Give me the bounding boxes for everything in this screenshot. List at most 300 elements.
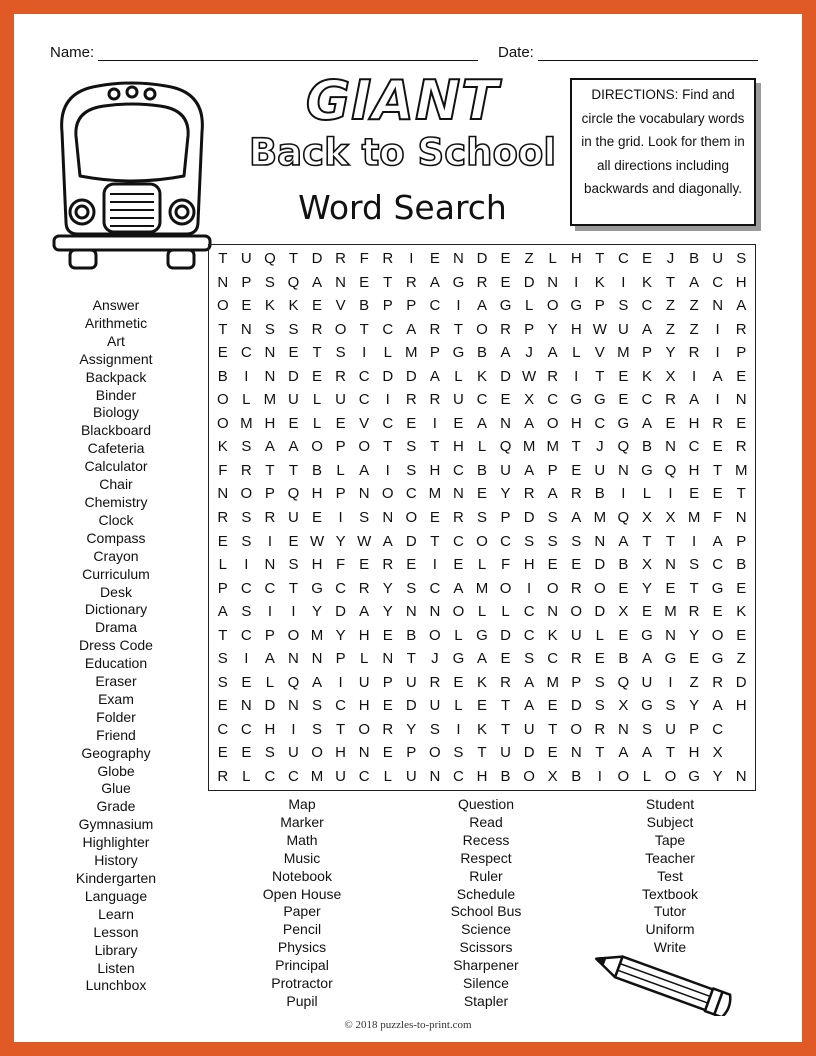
grid-letter[interactable]: S — [406, 579, 417, 597]
grid-letter[interactable]: H — [358, 697, 370, 715]
grid-letter[interactable]: K — [264, 297, 275, 315]
grid-letter[interactable]: R — [476, 273, 488, 291]
grid-letter[interactable]: N — [217, 485, 229, 503]
grid-letter[interactable]: R — [335, 250, 347, 268]
grid-letter[interactable]: O — [499, 579, 512, 597]
grid-letter[interactable]: O — [381, 485, 394, 503]
grid-letter[interactable]: O — [570, 603, 583, 621]
grid-letter[interactable]: D — [523, 273, 535, 291]
grid-letter[interactable]: K — [594, 273, 605, 291]
grid-letter[interactable]: S — [241, 532, 252, 550]
grid-letter[interactable]: D — [405, 697, 417, 715]
grid-letter[interactable]: T — [665, 532, 676, 550]
grid-letter[interactable]: H — [735, 697, 747, 715]
grid-letter[interactable]: B — [312, 461, 323, 479]
grid-letter[interactable]: S — [288, 556, 299, 574]
grid-letter[interactable]: T — [336, 720, 346, 738]
grid-letter[interactable]: R — [382, 556, 394, 574]
grid-letter[interactable]: N — [382, 650, 394, 668]
grid-letter[interactable]: K — [641, 273, 652, 291]
grid-letter[interactable]: T — [642, 532, 652, 550]
grid-letter[interactable]: E — [500, 650, 511, 668]
grid-letter[interactable]: O — [546, 579, 559, 597]
grid-letter[interactable]: G — [452, 344, 465, 362]
grid-letter[interactable]: E — [217, 532, 228, 550]
grid-letter[interactable]: I — [432, 556, 437, 574]
grid-letter[interactable]: L — [265, 673, 275, 691]
grid-letter[interactable]: C — [617, 250, 629, 268]
grid-letter[interactable]: C — [547, 650, 559, 668]
grid-letter[interactable]: A — [524, 673, 535, 691]
grid-letter[interactable]: D — [500, 626, 511, 644]
grid-letter[interactable]: M — [310, 767, 324, 785]
grid-letter[interactable]: Y — [335, 626, 346, 644]
grid-letter[interactable]: O — [429, 626, 441, 644]
grid-letter[interactable]: O — [429, 744, 441, 762]
grid-letter[interactable]: C — [382, 320, 394, 338]
grid-letter[interactable]: G — [641, 626, 653, 644]
grid-letter[interactable]: I — [244, 367, 249, 385]
grid-letter[interactable]: O — [452, 603, 465, 621]
grid-letter[interactable]: A — [406, 320, 417, 338]
grid-letter[interactable]: Y — [547, 320, 558, 338]
grid-letter[interactable]: E — [429, 508, 440, 526]
grid-letter[interactable]: A — [312, 673, 323, 691]
grid-letter[interactable]: E — [712, 603, 723, 621]
grid-letter[interactable]: E — [736, 626, 747, 644]
grid-letter[interactable]: E — [594, 650, 605, 668]
grid-letter[interactable]: B — [406, 626, 417, 644]
grid-letter[interactable]: E — [547, 697, 558, 715]
grid-letter[interactable]: M — [475, 579, 489, 597]
grid-letter[interactable]: T — [571, 438, 581, 456]
grid-letter[interactable]: T — [218, 320, 228, 338]
grid-letter[interactable]: S — [264, 273, 275, 291]
grid-letter[interactable]: U — [523, 720, 535, 738]
grid-letter[interactable]: E — [453, 414, 464, 432]
grid-letter[interactable]: N — [405, 603, 417, 621]
grid-letter[interactable]: P — [264, 485, 275, 503]
grid-letter[interactable]: P — [406, 744, 417, 762]
grid-letter[interactable]: A — [359, 461, 370, 479]
grid-letter[interactable]: Z — [665, 320, 676, 338]
grid-letter[interactable]: S — [571, 532, 582, 550]
grid-letter[interactable]: R — [429, 391, 441, 409]
grid-letter[interactable]: Y — [406, 720, 417, 738]
grid-letter[interactable]: D — [476, 250, 488, 268]
grid-letter[interactable]: T — [595, 250, 605, 268]
grid-letter[interactable]: L — [642, 767, 652, 785]
grid-letter[interactable]: A — [429, 367, 440, 385]
grid-letter[interactable]: J — [666, 250, 675, 268]
grid-letter[interactable]: L — [242, 767, 251, 785]
grid-letter[interactable]: U — [240, 250, 252, 268]
grid-letter[interactable]: H — [570, 320, 582, 338]
grid-letter[interactable]: X — [665, 367, 676, 385]
grid-letter[interactable]: T — [265, 461, 275, 479]
grid-letter[interactable]: B — [689, 250, 700, 268]
grid-letter[interactable]: E — [736, 367, 747, 385]
grid-letter[interactable]: E — [288, 344, 299, 362]
grid-letter[interactable]: E — [217, 697, 228, 715]
grid-letter[interactable]: Y — [500, 485, 511, 503]
grid-letter[interactable]: R — [735, 438, 747, 456]
grid-letter[interactable] — [729, 717, 753, 741]
grid-letter[interactable]: R — [712, 414, 724, 432]
grid-letter[interactable]: R — [311, 320, 323, 338]
grid-letter[interactable]: O — [216, 297, 229, 315]
grid-letter[interactable]: M — [617, 344, 630, 362]
grid-letter[interactable]: C — [476, 391, 488, 409]
grid-letter[interactable]: E — [241, 673, 252, 691]
grid-letter[interactable]: H — [358, 626, 370, 644]
grid-letter[interactable]: K — [476, 367, 487, 385]
grid-letter[interactable]: T — [453, 320, 463, 338]
grid-letter[interactable]: P — [217, 579, 228, 597]
grid-letter[interactable]: C — [240, 579, 252, 597]
grid-letter[interactable]: S — [264, 320, 275, 338]
grid-letter[interactable]: V — [594, 344, 605, 362]
grid-letter[interactable]: G — [641, 697, 653, 715]
letter-grid[interactable] — [208, 244, 756, 791]
grid-letter[interactable]: N — [735, 767, 747, 785]
grid-letter[interactable]: M — [522, 438, 536, 456]
grid-letter[interactable]: E — [571, 461, 582, 479]
grid-letter[interactable]: G — [499, 297, 512, 315]
grid-letter[interactable]: A — [712, 367, 723, 385]
grid-letter[interactable]: C — [429, 297, 441, 315]
grid-letter[interactable]: C — [500, 532, 511, 550]
grid-letter[interactable]: P — [594, 297, 605, 315]
grid-letter[interactable]: C — [712, 273, 724, 291]
grid-letter[interactable]: G — [452, 273, 465, 291]
grid-letter[interactable]: N — [264, 367, 276, 385]
grid-letter[interactable]: N — [311, 650, 323, 668]
grid-letter[interactable]: L — [218, 556, 227, 574]
grid-letter[interactable]: A — [618, 744, 629, 762]
grid-letter[interactable]: C — [523, 603, 535, 621]
grid-letter[interactable]: S — [241, 438, 252, 456]
grid-letter[interactable]: L — [524, 297, 534, 315]
grid-letter[interactable]: H — [476, 767, 488, 785]
grid-letter[interactable]: M — [546, 673, 559, 691]
grid-letter[interactable]: I — [338, 673, 343, 691]
grid-letter[interactable]: Y — [689, 697, 700, 715]
grid-letter[interactable]: S — [736, 250, 747, 268]
grid-letter[interactable]: O — [358, 438, 370, 456]
grid-letter[interactable]: C — [405, 485, 417, 503]
grid-letter[interactable]: M — [546, 438, 559, 456]
grid-letter[interactable]: G — [664, 650, 677, 668]
grid-letter[interactable]: A — [288, 438, 299, 456]
grid-letter[interactable]: S — [641, 720, 652, 738]
grid-letter[interactable]: E — [689, 650, 700, 668]
grid-letter[interactable]: T — [500, 720, 511, 738]
grid-letter[interactable]: U — [500, 744, 511, 762]
grid-letter[interactable]: L — [642, 485, 652, 503]
grid-letter[interactable]: W — [357, 532, 372, 550]
grid-letter[interactable]: T — [383, 273, 393, 291]
grid-letter[interactable]: R — [688, 603, 700, 621]
grid-letter[interactable]: I — [715, 391, 720, 409]
grid-letter[interactable]: Q — [287, 673, 300, 691]
grid-letter[interactable]: I — [267, 532, 272, 550]
grid-letter[interactable]: S — [665, 697, 676, 715]
grid-letter[interactable]: T — [288, 250, 299, 268]
grid-letter[interactable]: L — [454, 697, 463, 715]
grid-letter[interactable]: Y — [665, 344, 676, 362]
grid-letter[interactable]: X — [641, 556, 652, 574]
grid-letter[interactable]: U — [405, 673, 417, 691]
grid-letter[interactable]: S — [217, 673, 228, 691]
grid-letter[interactable]: D — [570, 697, 582, 715]
grid-letter[interactable]: E — [500, 273, 511, 291]
grid-letter[interactable]: D — [523, 744, 535, 762]
grid-letter[interactable]: M — [263, 391, 277, 409]
grid-letter[interactable]: J — [431, 650, 439, 668]
grid-letter[interactable]: Q — [617, 673, 630, 691]
grid-letter[interactable]: I — [715, 320, 720, 338]
grid-letter[interactable]: E — [736, 579, 747, 597]
grid-letter[interactable]: I — [574, 273, 579, 291]
grid-letter[interactable]: G — [711, 579, 724, 597]
grid-letter[interactable]: L — [336, 461, 345, 479]
grid-letter[interactable]: I — [527, 579, 532, 597]
grid-letter[interactable]: I — [244, 556, 249, 574]
grid-letter[interactable]: U — [594, 461, 606, 479]
grid-letter[interactable]: W — [309, 532, 325, 550]
grid-letter[interactable]: J — [525, 344, 533, 362]
grid-letter[interactable]: C — [240, 626, 252, 644]
grid-letter[interactable]: U — [358, 673, 370, 691]
grid-letter[interactable]: D — [500, 367, 511, 385]
grid-letter[interactable]: R — [264, 508, 276, 526]
grid-letter[interactable]: S — [335, 344, 346, 362]
grid-letter[interactable]: H — [453, 438, 464, 456]
grid-letter[interactable]: A — [453, 579, 464, 597]
grid-letter[interactable]: C — [429, 579, 441, 597]
grid-letter[interactable]: A — [524, 697, 535, 715]
grid-letter[interactable]: A — [264, 650, 275, 668]
grid-letter[interactable]: A — [547, 485, 558, 503]
grid-letter[interactable]: Q — [287, 273, 300, 291]
grid-letter[interactable]: L — [477, 438, 487, 456]
grid-letter[interactable]: C — [712, 720, 724, 738]
grid-letter[interactable]: B — [618, 650, 629, 668]
grid-letter[interactable]: L — [548, 250, 557, 268]
grid-letter[interactable]: A — [618, 532, 629, 550]
grid-letter[interactable]: T — [288, 461, 299, 479]
grid-letter[interactable]: C — [523, 626, 535, 644]
grid-letter[interactable]: C — [335, 579, 347, 597]
grid-letter[interactable]: E — [618, 367, 629, 385]
grid-letter[interactable]: E — [217, 344, 228, 362]
grid-letter[interactable]: T — [288, 579, 299, 597]
grid-letter[interactable]: R — [405, 391, 417, 409]
grid-letter[interactable]: O — [570, 720, 583, 738]
grid-letter[interactable]: N — [735, 508, 747, 526]
grid-letter[interactable]: S — [359, 508, 370, 526]
grid-letter[interactable]: P — [406, 297, 417, 315]
grid-letter[interactable]: A — [500, 344, 511, 362]
grid-letter[interactable]: T — [383, 438, 393, 456]
grid-letter[interactable]: D — [405, 367, 417, 385]
grid-letter[interactable]: Y — [382, 603, 393, 621]
grid-letter[interactable]: N — [240, 320, 252, 338]
grid-letter[interactable]: R — [570, 579, 582, 597]
grid-letter[interactable]: N — [665, 556, 676, 574]
grid-letter[interactable]: L — [360, 650, 369, 668]
grid-letter[interactable]: N — [335, 273, 347, 291]
grid-letter[interactable]: O — [334, 320, 347, 338]
grid-letter[interactable]: I — [621, 273, 626, 291]
grid-letter[interactable]: C — [240, 344, 252, 362]
grid-letter[interactable]: E — [382, 697, 393, 715]
grid-letter[interactable]: O — [476, 532, 488, 550]
grid-letter[interactable]: N — [547, 273, 559, 291]
grid-letter[interactable]: E — [665, 579, 676, 597]
grid-letter[interactable]: E — [476, 485, 487, 503]
grid-letter[interactable]: C — [217, 720, 229, 738]
grid-letter[interactable]: U — [712, 250, 724, 268]
grid-letter[interactable]: U — [665, 720, 676, 738]
grid-letter[interactable]: P — [500, 508, 511, 526]
grid-letter[interactable]: G — [570, 297, 583, 315]
grid-letter[interactable]: N — [429, 767, 441, 785]
grid-letter[interactable]: U — [405, 767, 417, 785]
grid-letter[interactable]: C — [453, 532, 464, 550]
grid-letter[interactable]: E — [288, 414, 299, 432]
grid-letter[interactable]: H — [735, 273, 747, 291]
grid-letter[interactable]: M — [240, 414, 253, 432]
grid-letter[interactable]: H — [570, 414, 582, 432]
grid-letter[interactable]: D — [335, 603, 347, 621]
grid-letter[interactable]: N — [570, 744, 582, 762]
grid-letter[interactable]: C — [641, 391, 653, 409]
grid-letter[interactable]: H — [570, 250, 582, 268]
grid-letter[interactable]: R — [453, 508, 464, 526]
grid-letter[interactable]: G — [617, 414, 630, 432]
grid-letter[interactable]: G — [711, 650, 724, 668]
grid-letter[interactable]: P — [241, 273, 252, 291]
grid-letter[interactable]: S — [547, 508, 558, 526]
grid-letter[interactable]: H — [311, 485, 323, 503]
grid-letter[interactable]: I — [691, 367, 697, 385]
grid-letter[interactable]: I — [456, 297, 461, 315]
grid-letter[interactable]: X — [712, 744, 723, 762]
grid-letter[interactable]: S — [453, 744, 464, 762]
grid-letter[interactable]: C — [264, 767, 276, 785]
grid-letter[interactable]: C — [288, 767, 299, 785]
grid-letter[interactable]: C — [335, 697, 347, 715]
grid-letter[interactable]: O — [664, 767, 677, 785]
grid-letter[interactable]: H — [688, 461, 700, 479]
grid-letter[interactable]: E — [312, 367, 323, 385]
grid-letter[interactable]: X — [665, 508, 676, 526]
grid-letter[interactable]: Q — [617, 438, 630, 456]
grid-letter[interactable]: N — [617, 461, 629, 479]
grid-letter[interactable]: E — [382, 744, 393, 762]
grid-letter[interactable]: C — [382, 414, 394, 432]
grid-letter[interactable]: L — [572, 344, 581, 362]
grid-letter[interactable]: O — [216, 391, 229, 409]
grid-letter[interactable]: A — [547, 344, 558, 362]
grid-letter[interactable]: B — [641, 438, 652, 456]
grid-letter[interactable]: V — [359, 414, 370, 432]
grid-letter[interactable]: N — [453, 250, 464, 268]
grid-letter[interactable]: T — [477, 744, 487, 762]
grid-letter[interactable]: T — [312, 344, 322, 362]
grid-letter[interactable]: N — [547, 603, 559, 621]
grid-letter[interactable]: N — [358, 744, 370, 762]
grid-letter[interactable]: I — [338, 508, 343, 526]
grid-letter[interactable]: H — [688, 744, 700, 762]
grid-letter[interactable]: R — [523, 485, 535, 503]
grid-letter[interactable]: G — [688, 767, 700, 785]
grid-letter[interactable]: L — [454, 367, 463, 385]
grid-letter[interactable]: C — [688, 438, 700, 456]
grid-letter[interactable]: E — [547, 556, 558, 574]
grid-letter[interactable]: N — [264, 344, 276, 362]
grid-letter[interactable]: C — [240, 720, 252, 738]
grid-letter[interactable]: R — [358, 579, 370, 597]
grid-letter[interactable]: Z — [689, 320, 699, 338]
grid-letter[interactable]: O — [546, 297, 559, 315]
grid-letter[interactable]: T — [548, 720, 558, 738]
grid-letter[interactable]: R — [570, 485, 582, 503]
grid-letter[interactable]: A — [476, 650, 487, 668]
grid-letter[interactable]: P — [335, 438, 346, 456]
grid-letter[interactable]: A — [641, 320, 652, 338]
grid-letter[interactable]: G — [570, 391, 583, 409]
name-field[interactable] — [50, 44, 478, 61]
grid-letter[interactable]: Z — [689, 673, 699, 691]
grid-letter[interactable]: S — [406, 461, 417, 479]
grid-letter[interactable]: R — [547, 367, 559, 385]
grid-letter[interactable]: E — [618, 391, 629, 409]
grid-letter[interactable]: A — [217, 603, 228, 621]
grid-letter[interactable]: N — [217, 273, 229, 291]
grid-letter[interactable]: P — [382, 297, 393, 315]
grid-letter[interactable]: S — [429, 720, 440, 738]
grid-letter[interactable]: C — [358, 391, 370, 409]
grid-letter[interactable]: L — [383, 767, 392, 785]
grid-letter[interactable]: U — [641, 673, 653, 691]
grid-letter[interactable]: N — [288, 650, 299, 668]
grid-letter[interactable]: B — [217, 367, 228, 385]
grid-letter[interactable]: O — [240, 485, 253, 503]
grid-letter[interactable]: S — [406, 438, 417, 456]
grid-letter[interactable]: M — [664, 603, 677, 621]
grid-letter[interactable]: N — [665, 626, 676, 644]
grid-letter[interactable]: E — [312, 508, 323, 526]
grid-letter[interactable]: C — [547, 391, 559, 409]
grid-letter[interactable]: I — [691, 532, 697, 550]
grid-letter[interactable]: L — [477, 603, 487, 621]
grid-letter[interactable]: K — [736, 603, 747, 621]
grid-letter[interactable]: Y — [641, 579, 652, 597]
grid-letter[interactable]: D — [594, 603, 606, 621]
grid-letter[interactable]: P — [689, 720, 700, 738]
grid-letter[interactable]: C — [264, 579, 276, 597]
grid-letter[interactable]: E — [736, 414, 747, 432]
grid-letter[interactable]: E — [665, 414, 676, 432]
name-line[interactable] — [98, 46, 478, 61]
grid-letter[interactable]: Z — [689, 297, 699, 315]
grid-letter[interactable]: I — [362, 344, 367, 362]
grid-letter[interactable]: E — [241, 297, 252, 315]
grid-letter[interactable]: P — [382, 673, 393, 691]
